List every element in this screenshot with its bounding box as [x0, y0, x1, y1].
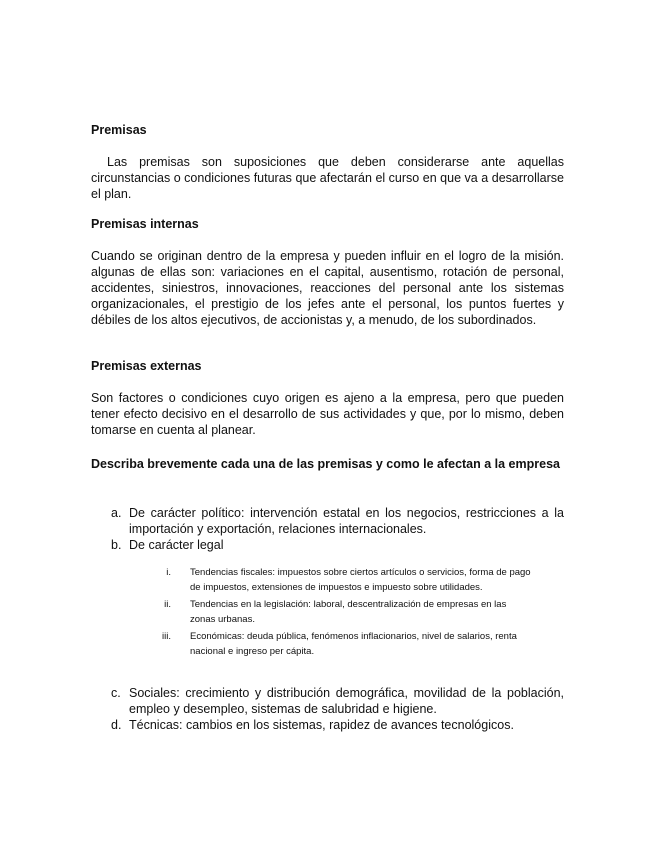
sublist-item-text: Tendencias en la legislación: laboral, descentralización de empresas en las zonas urbanas.: [190, 599, 507, 625]
sublist-marker: i.: [166, 567, 171, 578]
list-item-text: Técnicas: cambios en los sistemas, rapidez de avances tecnológicos.: [129, 718, 514, 732]
heading-premisas: Premisas: [91, 123, 147, 137]
sublist-marker: iii.: [162, 631, 171, 642]
sublist-item-legislacion: [129, 597, 564, 627]
list-marker: b.: [111, 538, 122, 552]
heading-premisas-externas: Premisas externas: [91, 359, 202, 373]
list-marker: c.: [111, 686, 121, 700]
paragraph-premisas-internas: Cuando se originan dentro de la empresa y pueden influir en el logro de la misión. algunas de ellas son: variaciones en el capital, ausentismo, rotación de personal, accidentes, siniestros, innovaciones, reacciones del personal ante los sistemas organizacionales, el prestigio de los jefes ante el personal, los puntos fuertes y débiles de los altos ejecutivos, de accionistas y, a menudo, de los subordinados.: [91, 249, 564, 327]
list-item-politico: [91, 505, 564, 537]
list-marker: d.: [111, 718, 122, 732]
list-item-sociales: [91, 685, 564, 717]
sublist-item-text: Tendencias fiscales: impuestos sobre ciertos artículos o servicios, forma de pago de impuestos, extensiones de impuestos e impuesto sobre utilidades.: [190, 567, 531, 593]
list-item-text: De carácter político: intervención estatal en los negocios, restricciones a la importación y exportación, relaciones internacionales.: [129, 506, 564, 536]
legal-sublist: [129, 565, 564, 659]
sublist-item-text: Económicas: deuda pública, fenómenos inflacionarios, nivel de salarios, renta nacional e ingreso per cápita.: [190, 631, 517, 657]
sublist-item-economicas: [129, 629, 564, 659]
document-page: [91, 122, 564, 733]
sublist-marker: ii.: [164, 599, 171, 610]
list-item-tecnicas: [91, 717, 564, 733]
paragraph-premisas-externas: Son factores o condiciones cuyo origen es ajeno a la empresa, pero que pueden tener efecto decisivo en el desarrollo de sus actividades y que, por lo mismo, deben tomarse en cuenta al planear.: [91, 391, 564, 437]
list-item-text: Sociales: crecimiento y distribución demográfica, movilidad de la población, empleo y desempleo, sistemas de salubridad e higiene.: [129, 686, 564, 716]
premisas-list: [91, 505, 564, 733]
heading-question: Describa brevemente cada una de las premisas y como le afectan a la empresa: [91, 457, 560, 471]
list-item-text: De carácter legal: [129, 538, 224, 552]
heading-premisas-internas: Premisas internas: [91, 217, 199, 231]
sublist-item-fiscales: [129, 565, 564, 595]
paragraph-premisas: Las premisas son suposiciones que deben considerarse ante aquellas circunstancias o condiciones futuras que afectarán el curso en que va a desarrollarse el plan.: [91, 155, 564, 201]
list-marker: a.: [111, 506, 122, 520]
list-item-legal: [91, 537, 564, 659]
